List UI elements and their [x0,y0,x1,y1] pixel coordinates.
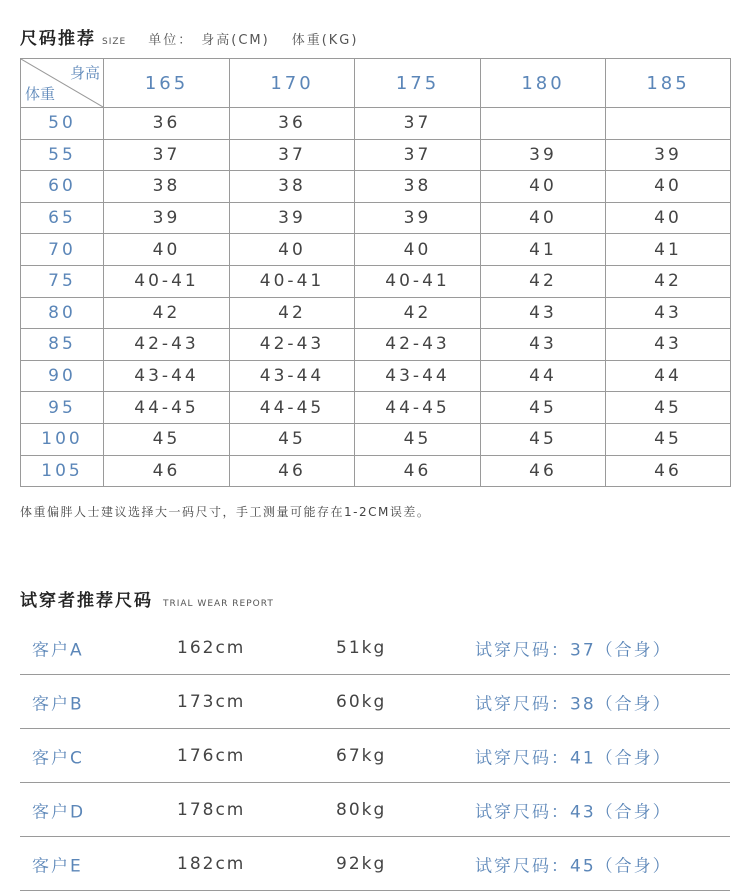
size-subtitle: SIZE [102,37,127,47]
trial-subtitle: TRIAL WEAR REPORT [163,599,274,609]
weight-cell: 100 [21,423,104,455]
size-cell: 42 [481,265,606,297]
size-cell: 45 [104,423,230,455]
size-row [21,455,731,487]
size-cell: 46 [104,455,230,487]
trial-row [20,729,730,783]
weight-cell: 80 [21,297,104,329]
unit-height: 身高(CM) [201,33,270,48]
trial-heading [20,586,274,611]
size-row [21,234,731,266]
trial-height: 162cm [177,637,246,658]
trial-title: 试穿者推荐尺码 [20,591,153,611]
size-cell: 44 [481,360,606,392]
size-cell: 37 [355,108,481,140]
weight-cell: 90 [21,360,104,392]
size-cell: 46 [230,455,355,487]
size-cell: 42-43 [355,329,481,361]
size-cell: 44-45 [230,392,355,424]
weight-cell: 65 [21,202,104,234]
size-cell: 39 [104,202,230,234]
size-cell [606,108,731,140]
trial-row [20,783,730,837]
size-cell: 40 [355,234,481,266]
size-cell: 36 [230,108,355,140]
size-cell: 45 [355,423,481,455]
size-row [21,329,731,361]
size-cell: 43 [606,329,731,361]
size-cell: 38 [104,171,230,203]
size-row [21,423,731,455]
size-cell: 42 [230,297,355,329]
size-cell: 41 [481,234,606,266]
trial-customer-name: 客户D [32,802,86,822]
height-header: 165 [104,59,230,108]
size-cell: 36 [104,108,230,140]
size-row [21,139,731,171]
size-cell: 45 [230,423,355,455]
corner-weight-label: 体重 [25,85,56,103]
trial-row [20,675,730,729]
size-heading [20,24,358,49]
weight-cell: 70 [21,234,104,266]
trial-height: 178cm [177,799,246,820]
trial-weight: 51kg [336,637,387,658]
size-cell: 42-43 [104,329,230,361]
height-header-row [21,59,731,108]
size-cell: 40 [481,202,606,234]
size-cell: 42 [355,297,481,329]
size-row [21,360,731,392]
size-cell: 40-41 [355,265,481,297]
weight-cell: 95 [21,392,104,424]
size-cell: 38 [355,171,481,203]
size-row [21,108,731,140]
size-cell: 42-43 [230,329,355,361]
size-cell: 45 [481,423,606,455]
size-cell: 39 [230,202,355,234]
size-cell: 44-45 [355,392,481,424]
weight-cell: 75 [21,265,104,297]
size-row [21,171,731,203]
size-cell: 43 [481,297,606,329]
size-cell: 43-44 [104,360,230,392]
size-cell: 42 [104,297,230,329]
size-cell: 45 [481,392,606,424]
size-row [21,202,731,234]
size-cell: 44-45 [104,392,230,424]
trial-weight: 92kg [336,853,387,874]
size-cell: 39 [606,139,731,171]
trial-customer-name: 客户C [32,748,84,768]
size-row [21,265,731,297]
trial-customer-name: 客户B [32,694,84,714]
weight-cell: 50 [21,108,104,140]
size-cell [481,108,606,140]
corner-height-label: 身高 [69,64,100,82]
size-cell: 45 [606,392,731,424]
height-header: 175 [355,59,481,108]
size-cell: 39 [355,202,481,234]
size-cell: 40 [104,234,230,266]
size-cell: 46 [606,455,731,487]
size-cell: 39 [481,139,606,171]
trial-customer-name: 客户E [32,856,83,876]
weight-cell: 60 [21,171,104,203]
trial-height: 182cm [177,853,246,874]
height-header: 180 [481,59,606,108]
size-row [21,392,731,424]
size-note: 体重偏胖人士建议选择大一码尺寸，手工测量可能存在1-2CM误差。 [20,505,431,519]
size-cell: 40 [481,171,606,203]
trial-weight: 80kg [336,799,387,820]
size-cell: 38 [230,171,355,203]
size-cell: 40 [230,234,355,266]
height-header: 185 [606,59,731,108]
trial-result: 试穿尺码：41（合身） [475,748,672,768]
size-cell: 43-44 [230,360,355,392]
trial-result: 试穿尺码：37（合身） [475,640,672,660]
trial-weight: 60kg [336,691,387,712]
corner-cell [21,59,104,108]
trial-height: 173cm [177,691,246,712]
size-cell: 41 [606,234,731,266]
size-title: 尺码推荐 [20,29,96,49]
size-cell: 40-41 [104,265,230,297]
size-row [21,297,731,329]
size-cell: 37 [230,139,355,171]
size-cell: 45 [606,423,731,455]
weight-cell: 85 [21,329,104,361]
size-cell: 42 [606,265,731,297]
weight-cell: 55 [21,139,104,171]
size-cell: 37 [104,139,230,171]
weight-cell: 105 [21,455,104,487]
trial-result: 试穿尺码：38（合身） [475,694,672,714]
trial-height: 176cm [177,745,246,766]
size-cell: 40 [606,171,731,203]
height-header: 170 [230,59,355,108]
size-cell: 37 [355,139,481,171]
size-cell: 46 [355,455,481,487]
unit-label: 单位： [148,33,194,48]
trial-result: 试穿尺码：43（合身） [475,802,672,822]
unit-weight: 体重(KG) [291,33,359,48]
size-chart-table [20,58,731,487]
trial-result: 试穿尺码：45（合身） [475,856,672,876]
trial-row [20,621,730,675]
size-cell: 43 [606,297,731,329]
size-cell: 46 [481,455,606,487]
size-cell: 43-44 [355,360,481,392]
size-cell: 40-41 [230,265,355,297]
trial-row [20,837,730,891]
trial-customer-name: 客户A [32,640,84,660]
size-cell: 40 [606,202,731,234]
size-cell: 43 [481,329,606,361]
trial-weight: 67kg [336,745,387,766]
trial-list [20,621,730,891]
size-cell: 44 [606,360,731,392]
